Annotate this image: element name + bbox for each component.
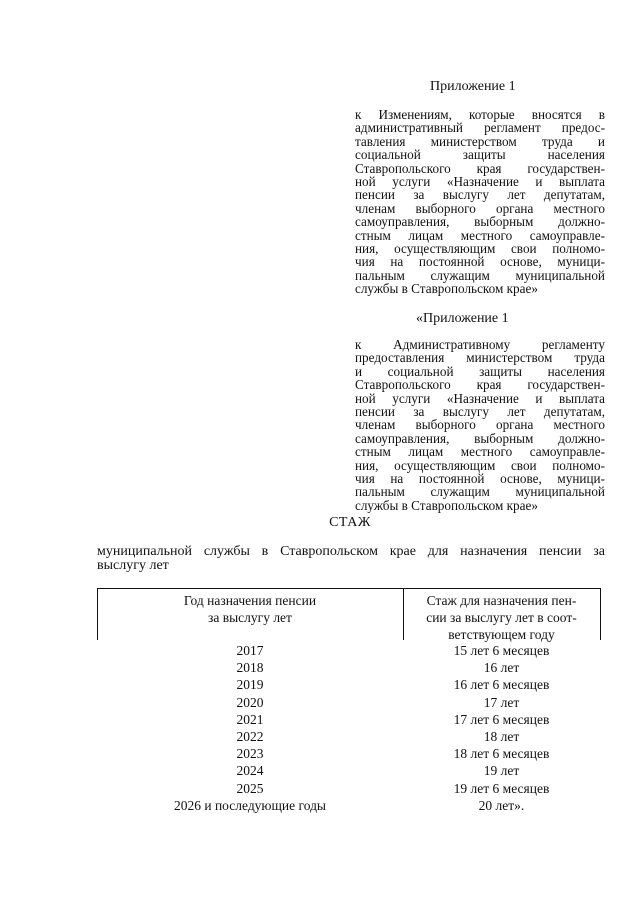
- table-row: [97, 694, 601, 711]
- quoted-appendix-heading: «Приложение 1: [416, 311, 509, 326]
- service-length-cell: 16 лет: [483, 660, 520, 676]
- table-border-right: [600, 588, 601, 640]
- year-cell: 2023: [236, 746, 264, 762]
- table-row: [97, 676, 601, 693]
- amendment-reference-line: социальной защиты населения: [355, 147, 605, 163]
- amendment-reference-line: Ставропольского края государствен-: [355, 160, 605, 176]
- table-row: [97, 711, 601, 728]
- amendment-reference-line: стным лицам местного самоуправле-: [355, 227, 605, 243]
- document-subtitle: [97, 545, 605, 573]
- regulation-reference-line: самоуправления, выборным должно-: [355, 430, 605, 446]
- service-length-cell: 19 лет 6 месяцев: [453, 780, 550, 796]
- service-length-cell: 19 лет: [483, 763, 520, 779]
- regulation-reference-line: ния, осуществляющим свои полномо-: [355, 457, 605, 473]
- service-length-cell: 18 лет 6 месяцев: [453, 746, 550, 762]
- amendment-reference-line: ной услуги «Назначение и выплата: [355, 173, 605, 189]
- regulation-reference-line: и социальной защиты населения: [355, 363, 605, 379]
- regulation-reference-line: членам выборного органа местного: [355, 417, 605, 433]
- year-cell: 2019: [236, 677, 264, 693]
- table-row: [97, 728, 601, 745]
- document-subtitle-line: муниципальной службы в Ставропольском крае для назначения пенсии за: [97, 544, 605, 559]
- service-length-cell: 16 лет 6 месяцев: [453, 677, 550, 693]
- amendment-reference-line: к Изменениям, которые вносятся в: [355, 107, 605, 122]
- amendment-reference-line: административный регламент предос-: [355, 120, 605, 136]
- amendment-reference-line: пальным служащим муниципальной: [355, 267, 605, 283]
- service-length-cell: 20 лет».: [478, 797, 525, 813]
- header-year-line: за выслугу лет: [208, 610, 292, 625]
- regulation-reference-line: стным лицам местного самоуправле-: [355, 444, 605, 460]
- regulation-reference-line: пальным служащим муниципальной: [355, 484, 605, 500]
- amendment-reference-line: членам выборного органа местного: [355, 200, 605, 216]
- table-row: [97, 762, 601, 779]
- header-service-length: [403, 592, 600, 643]
- document-title: СТАЖ: [329, 515, 371, 530]
- amendment-reference: [355, 108, 605, 295]
- service-length-cell: 17 лет: [483, 694, 520, 710]
- amendment-reference-line: тавления министерством труда и: [355, 133, 605, 149]
- year-cell: 2025: [236, 780, 264, 796]
- table-row: [97, 780, 601, 797]
- document-subtitle-line: выслугу лет: [97, 558, 169, 573]
- table-row: [97, 745, 601, 762]
- table-row: [97, 659, 601, 676]
- amendment-reference-line: самоуправления, выборным должно-: [355, 214, 605, 230]
- regulation-reference-line: предоставления министерством труда: [355, 350, 605, 366]
- regulation-reference-line: ной услуги «Назначение и выплата: [355, 390, 605, 406]
- appendix-heading: Приложение 1: [430, 79, 516, 94]
- header-service-length-line: Стаж для назначения пен-: [426, 593, 577, 608]
- table-header: [97, 588, 601, 640]
- service-length-cell: 17 лет 6 месяцев: [453, 711, 550, 727]
- regulation-reference-line: службы в Ставропольском крае»: [355, 497, 538, 513]
- amendment-reference-line: службы в Ставропольском крае»: [355, 281, 538, 297]
- year-cell: 2017: [236, 643, 264, 658]
- table-body: [97, 642, 601, 814]
- table-row: [97, 642, 601, 659]
- year-cell: 2018: [236, 660, 264, 676]
- table-border-top: [97, 588, 601, 589]
- year-cell: 2022: [236, 728, 264, 744]
- service-length-cell: 18 лет: [483, 728, 520, 744]
- regulation-reference: [355, 338, 605, 512]
- year-cell: 2020: [236, 694, 264, 710]
- amendment-reference-line: ния, осуществляющим свои полномо-: [355, 240, 605, 256]
- regulation-reference-line: пенсии за выслугу лет депутатам,: [355, 403, 605, 419]
- regulation-reference-line: Ставропольского края государствен-: [355, 377, 605, 393]
- header-service-length-line: сии за выслугу лет в соот-: [426, 610, 577, 625]
- header-year-line: Год назначения пенсии: [183, 593, 317, 608]
- amendment-reference-line: чия на постоянной основе, муници-: [355, 254, 605, 270]
- year-cell: 2021: [236, 711, 264, 727]
- header-year: [97, 592, 403, 626]
- header-service-length-line: ветствующем году: [448, 627, 555, 642]
- regulation-reference-line: чия на постоянной основе, муници-: [355, 470, 605, 486]
- table-row: [97, 797, 601, 814]
- regulation-reference-line: к Административному регламенту: [355, 337, 605, 352]
- year-cell: 2026 и последующие годы: [173, 797, 327, 813]
- year-cell: 2024: [236, 763, 264, 779]
- service-length-cell: 15 лет 6 месяцев: [453, 643, 550, 658]
- amendment-reference-line: пенсии за выслугу лет депутатам,: [355, 187, 605, 203]
